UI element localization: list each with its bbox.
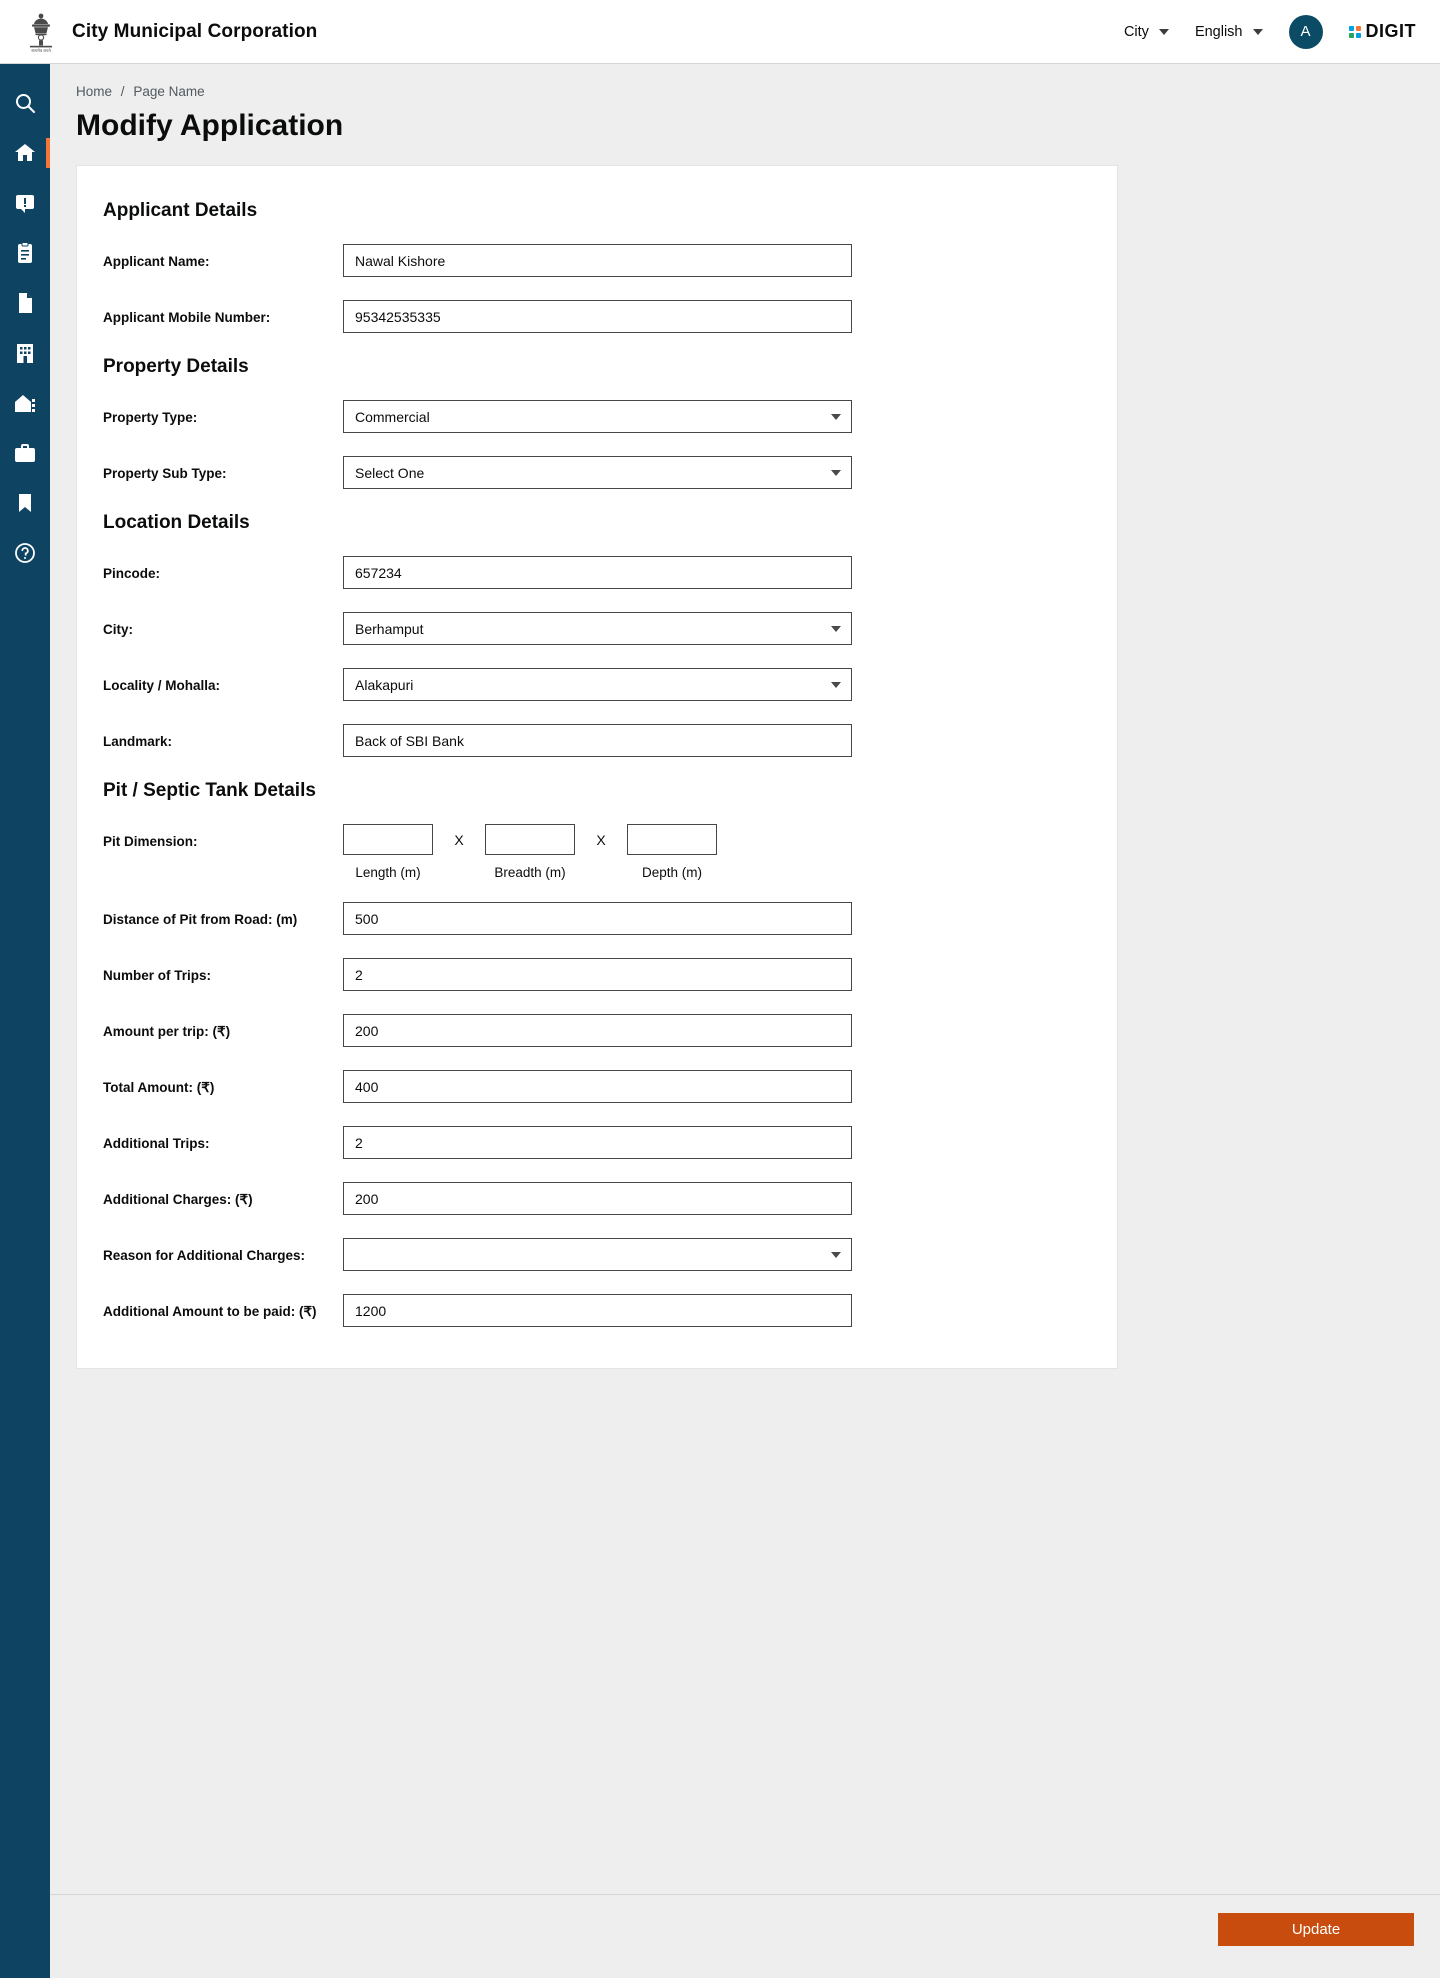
avatar[interactable] — [1289, 15, 1323, 49]
sidebar-item-property[interactable] — [0, 328, 50, 378]
additional-trips-label: Additional Trips: — [103, 1136, 210, 1151]
property-type-select[interactable] — [343, 400, 852, 433]
sidebar-item-work[interactable] — [0, 428, 50, 478]
trips-input[interactable] — [343, 958, 852, 991]
pit-depth-caption: Depth (m) — [641, 865, 702, 880]
distance-label: Distance of Pit from Road: (m) — [103, 912, 298, 927]
additional-amount-input[interactable] — [343, 1294, 852, 1327]
pit-length-caption: Length (m) — [355, 865, 421, 880]
breadcrumb-home[interactable]: Home — [76, 84, 113, 99]
pit-length-input[interactable] — [343, 824, 433, 855]
field-property-type — [103, 400, 1091, 434]
sidebar — [0, 64, 50, 1978]
sidebar-item-bookmarks[interactable] — [0, 478, 50, 528]
section-title-property: Property Details — [103, 356, 249, 377]
property-subtype-select[interactable] — [343, 456, 852, 489]
main-content — [50, 64, 1440, 1978]
sidebar-item-complaints[interactable] — [0, 178, 50, 228]
header-actions — [1124, 15, 1416, 49]
locality-label: Locality / Mohalla: — [103, 678, 221, 693]
chevron-down-icon — [1159, 29, 1169, 35]
breadcrumb-current: Page Name — [133, 84, 205, 99]
additional-amount-label: Additional Amount to be paid: (₹) — [103, 1304, 317, 1319]
national-emblem-icon — [24, 10, 58, 54]
reason-select[interactable] — [343, 1238, 852, 1271]
chevron-down-icon — [1253, 29, 1263, 35]
app-header — [0, 0, 1440, 64]
total-amount-label: Total Amount: (₹) — [103, 1080, 215, 1095]
field-locality — [103, 668, 1091, 702]
reason-label: Reason for Additional Charges: — [103, 1248, 306, 1263]
svg-text:सत्यमेव जयते: सत्यमेव जयते — [31, 47, 51, 53]
city-selector[interactable] — [1124, 24, 1169, 40]
property-type-label: Property Type: — [103, 410, 198, 425]
city-value: Berhamput — [355, 620, 424, 637]
field-pincode — [103, 556, 1091, 590]
field-distance-from-road — [103, 902, 1091, 936]
pit-depth-input[interactable] — [627, 824, 717, 855]
locality-select[interactable] — [343, 668, 852, 701]
pincode-label: Pincode: — [103, 566, 161, 581]
pit-breadth-caption: Breadth (m) — [494, 865, 566, 880]
digit-wordmark: DIGIT — [1365, 21, 1416, 41]
applicant-mobile-label: Applicant Mobile Number: — [103, 310, 271, 325]
sidebar-item-applications[interactable] — [0, 228, 50, 278]
field-pit-dimension — [103, 824, 1091, 880]
sidebar-item-documents[interactable] — [0, 278, 50, 328]
field-property-subtype — [103, 456, 1091, 490]
field-number-of-trips — [103, 958, 1091, 992]
additional-charges-input[interactable] — [343, 1182, 852, 1215]
avatar-initial: A — [1300, 23, 1311, 40]
city-label: City: — [103, 622, 133, 637]
pincode-input[interactable] — [343, 556, 852, 589]
additional-trips-input[interactable] — [343, 1126, 852, 1159]
sidebar-item-help[interactable] — [0, 528, 50, 578]
field-amount-per-trip — [103, 1014, 1091, 1048]
section-title-pit: Pit / Septic Tank Details — [103, 780, 316, 801]
property-type-value: Commercial — [355, 408, 430, 425]
applicant-name-label: Applicant Name: — [103, 254, 210, 269]
dimension-multiplier-1: X — [454, 831, 464, 848]
city-selector-label: City — [1123, 23, 1149, 40]
field-landmark — [103, 724, 1091, 758]
language-selector[interactable] — [1195, 24, 1263, 40]
sidebar-item-home[interactable] — [0, 128, 50, 178]
breadcrumb-separator: / — [120, 84, 125, 99]
page-title: Modify Application — [76, 109, 344, 142]
applicant-name-input[interactable] — [343, 244, 852, 277]
property-subtype-value: Select One — [355, 464, 425, 481]
field-city — [103, 612, 1091, 646]
amount-per-trip-input[interactable] — [343, 1014, 852, 1047]
breadcrumb — [50, 64, 1440, 99]
footer-bar — [50, 1894, 1440, 1978]
field-reason-additional-charges — [103, 1238, 1091, 1272]
additional-charges-label: Additional Charges: (₹) — [103, 1192, 253, 1207]
field-additional-trips — [103, 1126, 1091, 1160]
language-selector-label: English — [1194, 23, 1243, 40]
property-subtype-label: Property Sub Type: — [103, 466, 227, 481]
dimension-multiplier-2: X — [596, 831, 606, 848]
digit-dots-icon — [1349, 26, 1361, 38]
trips-label: Number of Trips: — [103, 968, 212, 983]
locality-value: Alakapuri — [355, 676, 414, 693]
sidebar-item-reports[interactable] — [0, 378, 50, 428]
city-select[interactable] — [343, 612, 852, 645]
field-additional-amount — [103, 1294, 1091, 1328]
landmark-label: Landmark: — [103, 734, 173, 749]
section-title-location: Location Details — [103, 512, 250, 533]
field-applicant-mobile — [103, 300, 1091, 334]
application-form-card — [76, 165, 1118, 1369]
brand-title: City Municipal Corporation — [72, 20, 318, 42]
amount-per-trip-label: Amount per trip: (₹) — [103, 1024, 231, 1039]
pit-breadth-input[interactable] — [485, 824, 575, 855]
digit-logo — [1349, 21, 1417, 42]
field-additional-charges — [103, 1182, 1091, 1216]
update-button[interactable]: Update — [1218, 1913, 1414, 1946]
sidebar-item-search[interactable] — [0, 78, 50, 128]
applicant-mobile-input[interactable] — [343, 300, 852, 333]
field-applicant-name — [103, 244, 1091, 278]
section-title-applicant: Applicant Details — [103, 200, 258, 221]
total-amount-input[interactable] — [343, 1070, 852, 1103]
landmark-input[interactable] — [343, 724, 852, 757]
pit-dimension-label: Pit Dimension: — [103, 834, 198, 849]
distance-input[interactable] — [343, 902, 852, 935]
field-total-amount — [103, 1070, 1091, 1104]
